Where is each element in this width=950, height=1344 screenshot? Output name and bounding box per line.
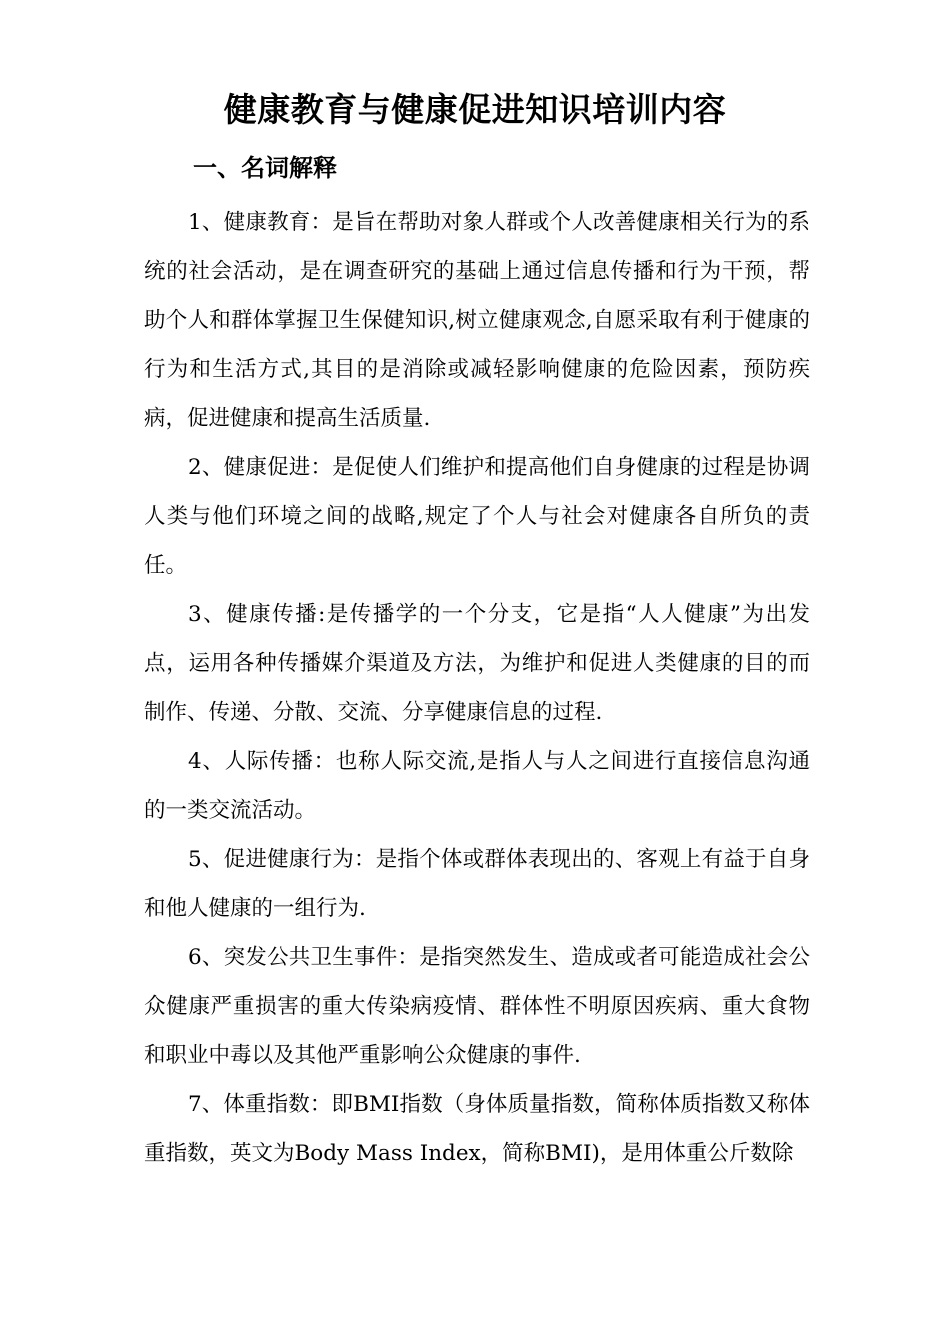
definition-paragraph-2: 2、健康促进：是促使人们维护和提高他们自身健康的过程是协调人类与他们环境之间的战略,规定了个人与社会对健康各自所负的责任。 (144, 455, 810, 578)
definition-paragraph-3: 3、健康传播:是传播学的一个分支，它是指“人人健康”为出发点，运用各种传播媒介渠道及方法，为维护和促进人类健康的目的而制作、传递、分散、交流、分享健康信息的过程. (144, 602, 810, 725)
definition-paragraph-7: 7、体重指数：即BMI指数（身体质量指数，简称体质指数又称体重指数，英文为Body Mass Index，简称BMI)，是用体重公斤数除 (144, 1092, 810, 1166)
document-title: 健康教育与健康促进知识培训内容 (223, 90, 727, 129)
definition-paragraph-1: 1、健康教育：是旨在帮助对象人群或个人改善健康相关行为的系统的社会活动，是在调查研究的基础上通过信息传播和行为干预，帮助个人和群体掌握卫生保健知识,树立健康观念,自愿采取有利于健康的行为和生活方式,其目的是消除或减轻影响健康的危险因素，预防疾病，促进健康和提高生活质量. (144, 210, 810, 431)
definition-paragraph-5: 5、促进健康行为：是指个体或群体表现出的、客观上有益于自身和他人健康的一组行为. (144, 847, 810, 921)
document-body (144, 198, 810, 1178)
definition-paragraph-6: 6、突发公共卫生事件：是指突然发生、造成或者可能造成社会公众健康严重损害的重大传染病疫情、群体性不明原因疾病、重大食物和职业中毒以及其他严重影响公众健康的事件. (144, 945, 810, 1068)
section-heading: 一、名词解释 (193, 153, 337, 182)
definition-paragraph-4: 4、人际传播：也称人际交流,是指人与人之间进行直接信息沟通的一类交流活动。 (144, 749, 810, 823)
